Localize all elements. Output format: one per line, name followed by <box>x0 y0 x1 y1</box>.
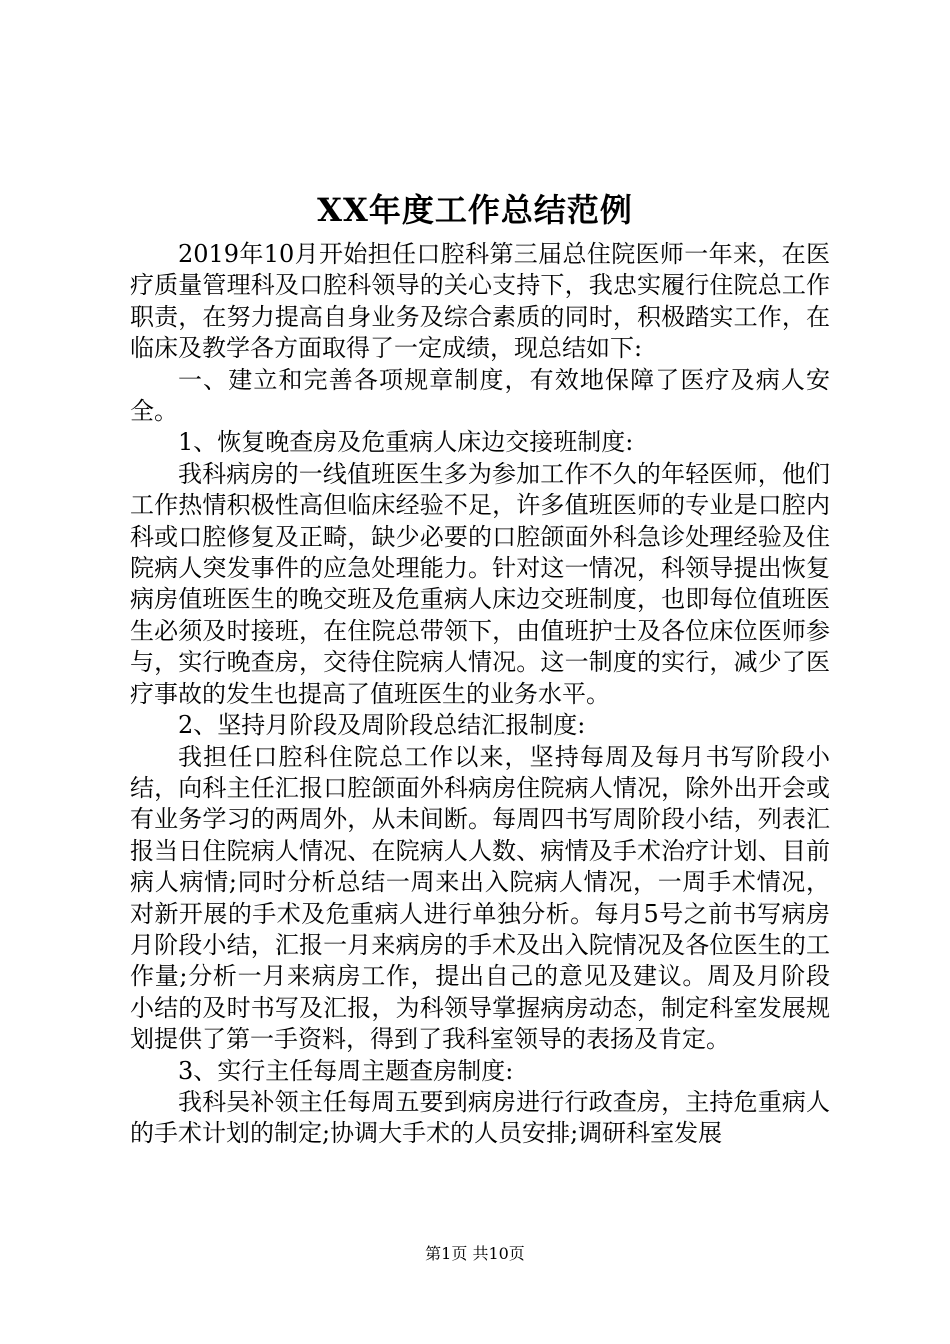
page-footer: 第1页 共10页 <box>425 1244 525 1263</box>
document-body <box>130 239 830 1150</box>
paragraph-intro: 2019年10月开始担任口腔科第三届总住院医师一年来，在医疗质量管理科及口腔科领导的关心支持下，我忠实履行住院总工作职责，在努力提高自身业务及综合素质的同时，积极踏实工作，在临床及教学各方面取得了一定成绩，现总结如下: <box>130 240 830 363</box>
section-heading-1: 一、建立和完善各项规章制度，有效地保障了医疗及病人安全。 <box>130 365 830 426</box>
subsection-heading-3: 3、实行主任每周主题查房制度: <box>178 1056 514 1085</box>
paragraph-body: 我担任口腔科住院总工作以来，坚持每周及每月书写阶段小结，向科主任汇报口腔颌面外科病房住院病人情况，除外出开会或有业务学习的两周外，从未间断。每周四书写周阶段小结，列表汇报当日住院病人情况、在院病人人数、病情及手术治疗计划、目前病人病情;同时分析总结一周来出入院病人情况，一周手术情况，对新开展的手术及危重病人进行单独分析。每月5号之前书写病房月阶段小结，汇报一月来病房的手术及出入院情况及各位医生的工作量;分析一月来病房工作，提出自己的意见及建议。周及月阶段小结的及时书写及汇报，为科领导掌握病房动态，制定科室发展规划提供了第一手资料，得到了我科室领导的表扬及肯定。 <box>130 742 830 1054</box>
paragraph-body: 我科吴补领主任每周五要到病房进行行政查房，主持危重病人的手术计划的制定;协调大手术的人员安排;调研科室发展 <box>130 1087 830 1148</box>
subsection-heading-2: 2、坚持月阶段及周阶段总结汇报制度: <box>178 711 586 740</box>
subsection-heading-1: 1、恢复晚查房及危重病人床边交接班制度: <box>178 428 634 457</box>
paragraph-body: 我科病房的一线值班医生多为参加工作不久的年轻医师，他们工作热情积极性高但临床经验不足，许多值班医师的专业是口腔内科或口腔修复及正畸，缺少必要的口腔颌面外科急诊处理经验及住院病人突发事件的应急处理能力。针对这一情况，科领导提出恢复病房值班医生的晚交班及危重病人床边交班制度，也即每位值班医生必须及时接班，在住院总带领下，由值班护士及各位床位医师参与，实行晚查房，交待住院病人情况。这一制度的实行，减少了医疗事故的发生也提高了值班医生的业务水平。 <box>130 459 830 708</box>
document-title: XX年度工作总结范例 <box>317 191 633 229</box>
